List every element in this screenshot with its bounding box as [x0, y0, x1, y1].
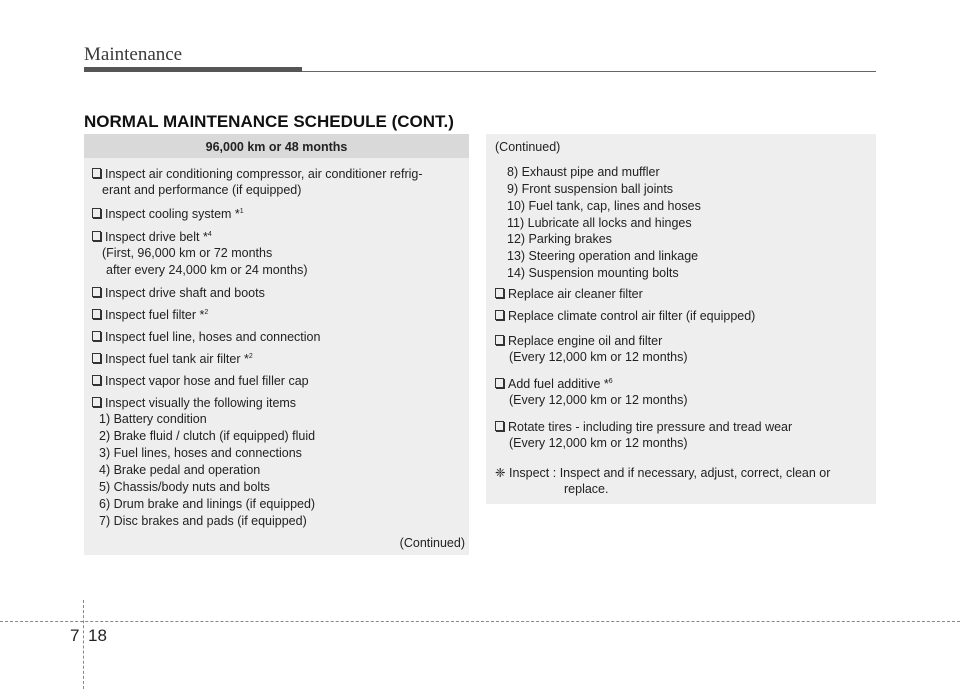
header-rule-thin — [302, 71, 876, 72]
sub-item: 12) Parking brakes — [507, 232, 612, 246]
checklist-item: Inspect fuel line, hoses and connection — [92, 329, 320, 346]
note-symbol-icon: ❈ — [495, 466, 506, 480]
header-title: Maintenance — [84, 44, 183, 65]
checklist-item-continuation: erant and performance (if equipped) — [102, 183, 302, 197]
checklist-item-continuation: (Every 12,000 km or 12 months) — [509, 350, 688, 364]
sub-item: 14) Suspension mounting bolts — [507, 266, 679, 280]
sub-item: 7) Disc brakes and pads (if equipped) — [99, 514, 307, 528]
checkbox-icon — [92, 309, 101, 319]
footer-divider-vertical — [83, 600, 84, 689]
checkbox-icon — [495, 335, 504, 345]
section-number: 7 — [70, 626, 80, 645]
checklist-item: Inspect fuel filter *$^2$ — [92, 307, 208, 324]
checkbox-icon — [495, 421, 504, 431]
sub-item: 11) Lubricate all locks and hinges — [507, 216, 692, 230]
checklist-item-continuation: (Every 12,000 km or 12 months) — [509, 436, 688, 450]
checklist-item: Inspect visually the following items — [92, 395, 296, 412]
sub-item: 13) Steering operation and linkage — [507, 249, 699, 263]
sub-item: 8) Exhaust pipe and muffler — [507, 165, 660, 179]
checklist-item: Add fuel additive *$^6$ — [495, 376, 613, 393]
right-schedule-panel — [486, 134, 876, 504]
sub-item: 9) Front suspension ball joints — [507, 182, 674, 196]
checkbox-icon — [92, 331, 101, 341]
checklist-item: Replace engine oil and filter — [495, 333, 662, 350]
interval-heading: 96,000 km or 48 months — [84, 134, 469, 158]
sub-item: 2) Brake fluid / clutch (if equipped) fluid — [99, 429, 316, 443]
checkbox-icon — [92, 168, 101, 178]
sub-item: 10) Fuel tank, cap, lines and hoses — [507, 199, 701, 213]
checklist-item: Inspect air conditioning compressor, air conditioner refrig- — [92, 166, 423, 183]
sub-item: 3) Fuel lines, hoses and connections — [99, 446, 302, 460]
continued-label: (Continued) — [399, 536, 465, 550]
sub-item: 6) Drum brake and linings (if equipped) — [99, 497, 316, 511]
continued-label: (Continued) — [495, 140, 561, 154]
inspect-note-continuation: replace. — [564, 482, 609, 496]
checklist-item-continuation: after every 24,000 km or 24 months) — [106, 263, 308, 277]
checklist-item-continuation: (First, 96,000 km or 72 months — [102, 246, 273, 260]
checkbox-icon — [495, 378, 504, 388]
checkbox-icon — [495, 310, 504, 320]
left-schedule-panel — [84, 134, 469, 555]
checkbox-icon — [92, 231, 101, 241]
checkbox-icon — [92, 397, 101, 407]
sub-item: 1) Battery condition — [99, 412, 207, 426]
page-number: 18 — [88, 626, 107, 645]
sub-item: 4) Brake pedal and operation — [99, 463, 261, 477]
checklist-item-continuation: (Every 12,000 km or 12 months) — [509, 393, 688, 407]
footer-divider-horizontal — [0, 621, 960, 622]
inspect-note: ❈ Inspect : Inspect and if necessary, adjust, correct, clean or — [495, 466, 831, 480]
checklist-item: Inspect vapor hose and fuel filler cap — [92, 373, 309, 390]
checklist-item: Replace air cleaner filter — [495, 286, 643, 303]
checklist-item: Rotate tires - including tire pressure and tread wear — [495, 419, 792, 436]
checklist-item: Inspect cooling system *$^1$ — [92, 206, 244, 223]
checkbox-icon — [92, 353, 101, 363]
sub-item: 5) Chassis/body nuts and bolts — [99, 480, 270, 494]
checklist-item: Inspect drive shaft and boots — [92, 285, 265, 302]
checkbox-icon — [92, 208, 101, 218]
checklist-item: Replace climate control air filter (if equipped) — [495, 308, 755, 325]
checklist-item: Inspect fuel tank air filter *$^2$ — [92, 351, 253, 368]
section-title: NORMAL MAINTENANCE SCHEDULE (CONT.) — [84, 112, 454, 131]
checkbox-icon — [92, 375, 101, 385]
checkbox-icon — [92, 287, 101, 297]
checkbox-icon — [495, 288, 504, 298]
checklist-item: Inspect drive belt *$^4$ — [92, 229, 212, 246]
header-rule-thick — [84, 67, 302, 72]
